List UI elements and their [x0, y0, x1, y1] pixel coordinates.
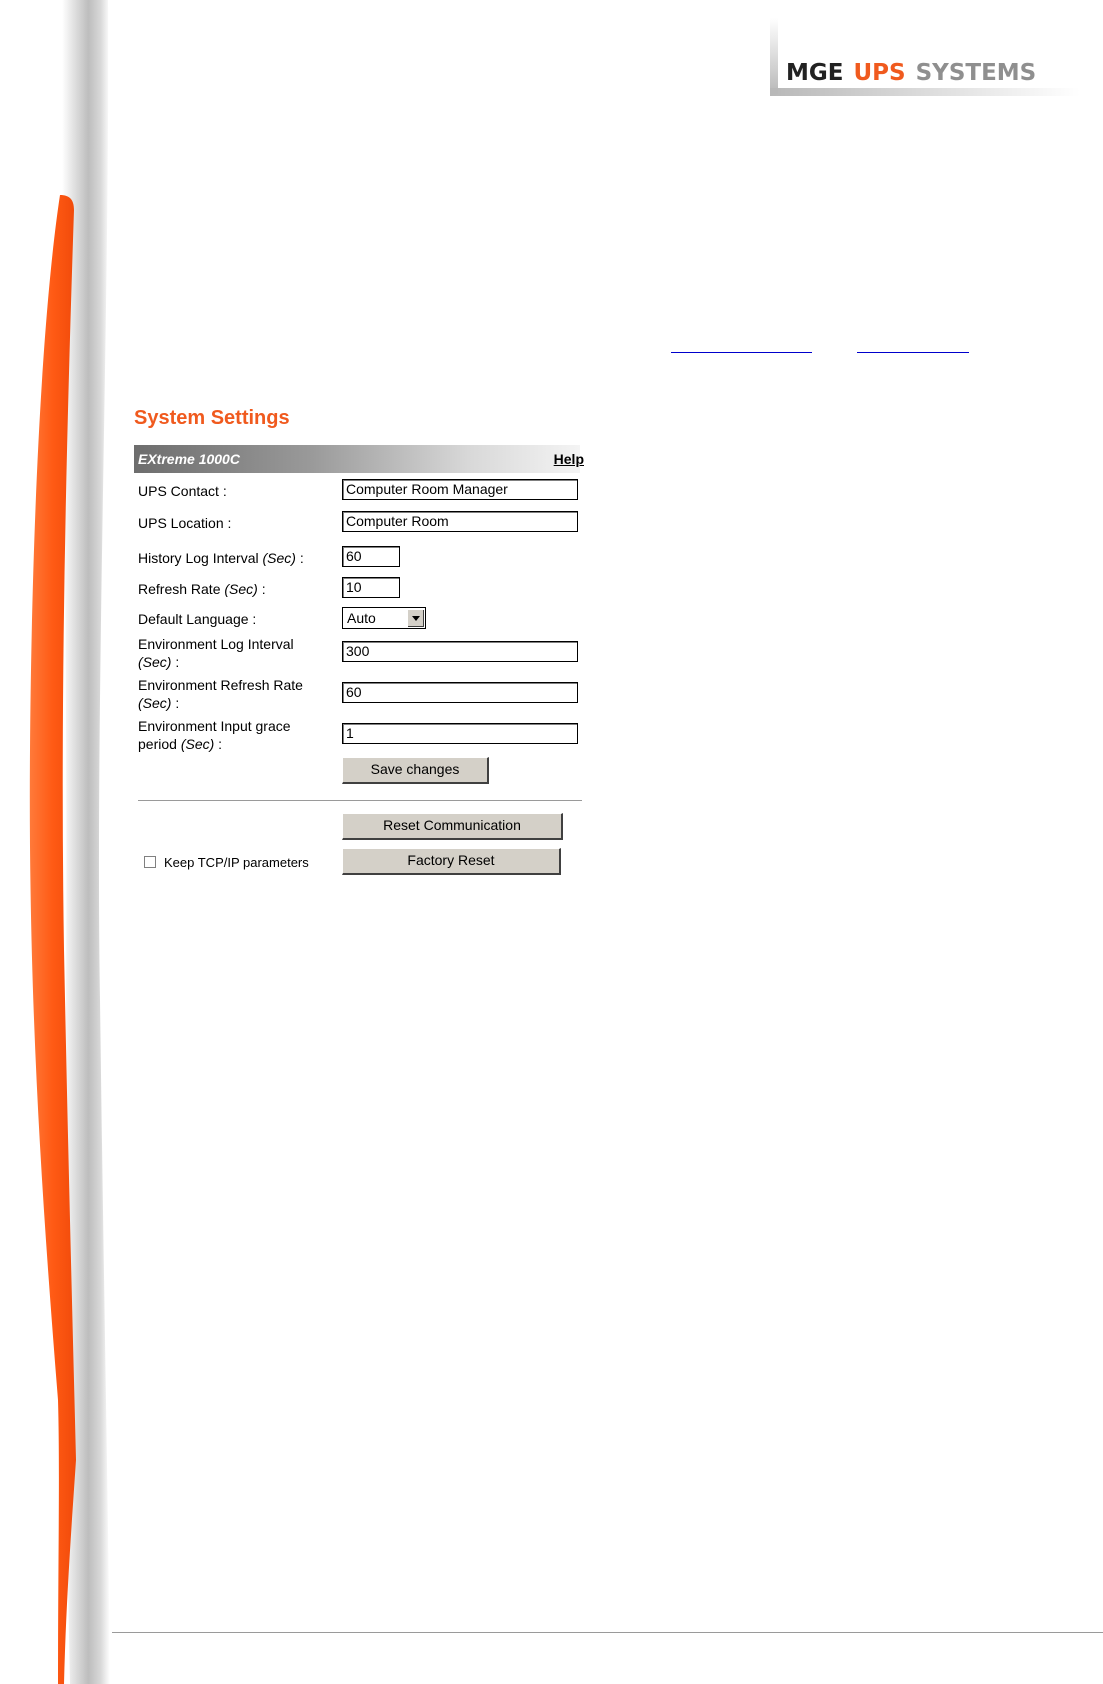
history-log-interval-label	[138, 549, 328, 567]
environment-log-interval-unit: (Sec)	[138, 654, 172, 670]
ups-location-label: UPS Location :	[138, 515, 232, 531]
logo-shadow-vertical	[770, 18, 778, 94]
ups-location-input[interactable]: Computer Room	[342, 511, 578, 532]
default-language-select[interactable]	[342, 607, 426, 629]
nav-link-2[interactable]	[857, 338, 969, 353]
refresh-rate-text: Refresh Rate	[138, 581, 221, 597]
environment-log-interval-suffix: :	[175, 654, 180, 670]
environment-refresh-rate-label	[138, 676, 328, 712]
refresh-rate-unit: (Sec)	[224, 581, 258, 597]
refresh-rate-input[interactable]: 10	[342, 577, 400, 598]
brand-logo	[770, 10, 1090, 95]
page-title: System Settings	[134, 407, 290, 429]
environment-refresh-rate-unit: (Sec)	[138, 695, 172, 711]
refresh-rate-label	[138, 580, 328, 598]
keep-tcpip-checkbox[interactable]	[144, 856, 156, 868]
system-settings-panel	[134, 405, 584, 870]
history-log-interval-input[interactable]: 60	[342, 546, 400, 567]
logo-mge: MGE	[786, 60, 844, 86]
refresh-rate-suffix: :	[261, 581, 266, 597]
environment-input-grace-text: Environment Input grace period	[138, 718, 291, 752]
decorative-swoosh	[0, 0, 120, 1684]
logo-systems: SYSTEMS	[915, 60, 1037, 86]
ups-contact-input[interactable]: Computer Room Manager	[342, 479, 578, 500]
logo-shadow-horizontal	[770, 88, 1080, 96]
section-divider	[138, 800, 582, 801]
environment-log-interval-text: Environment Log Interval	[138, 636, 294, 652]
environment-input-grace-label	[138, 717, 308, 753]
ups-contact-label: UPS Contact :	[138, 483, 227, 499]
history-log-interval-suffix: :	[299, 550, 304, 566]
keep-tcpip-label: Keep TCP/IP parameters	[164, 855, 309, 870]
factory-reset-button[interactable]: Factory Reset	[342, 848, 561, 875]
reset-communication-button[interactable]: Reset Communication	[342, 813, 563, 840]
footer-divider	[112, 1632, 1103, 1633]
environment-input-grace-suffix: :	[218, 736, 223, 752]
save-changes-button[interactable]: Save changes	[342, 757, 489, 784]
default-language-label: Default Language :	[138, 611, 257, 627]
environment-log-interval-input[interactable]: 300	[342, 641, 578, 662]
nav-link-1[interactable]	[671, 338, 812, 353]
help-link[interactable]: Help	[553, 451, 584, 467]
device-header-bar	[134, 445, 584, 473]
environment-input-grace-unit: (Sec)	[180, 736, 215, 752]
history-log-interval-unit: (Sec)	[262, 550, 296, 566]
environment-input-grace-input[interactable]: 1	[342, 723, 578, 744]
device-name: EXtreme 1000C	[138, 451, 240, 467]
environment-refresh-rate-text: Environment Refresh Rate	[138, 677, 303, 693]
logo-text	[786, 60, 1036, 86]
environment-refresh-rate-input[interactable]: 60	[342, 682, 578, 703]
logo-ups: UPS	[853, 60, 906, 86]
environment-log-interval-label	[138, 635, 328, 671]
history-log-interval-text: History Log Interval	[138, 550, 259, 566]
default-language-value: Auto	[347, 610, 376, 626]
chevron-down-icon[interactable]	[407, 609, 424, 627]
environment-refresh-rate-suffix: :	[175, 695, 180, 711]
